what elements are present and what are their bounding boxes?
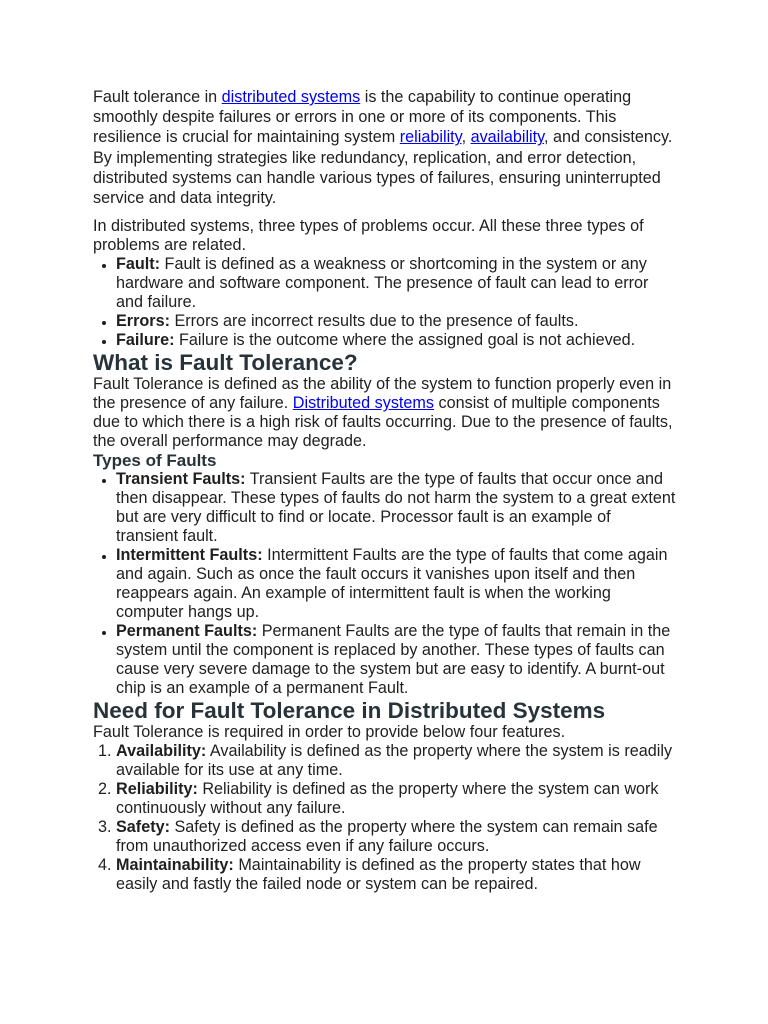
list-item-failure bbox=[116, 331, 677, 350]
intro-paragraph bbox=[93, 87, 677, 208]
list-item-desc: Errors are incorrect results due to the presence of faults. bbox=[169, 312, 579, 331]
list-item-desc: Safety is defined as the property where the system can remain safe from unauthorized access even if any failure occurs. bbox=[116, 818, 658, 856]
availability-link[interactable]: availability bbox=[470, 128, 545, 147]
intro-text-2: is the capability to continue operating smoothly despite failures or errors in one or more of its components. This resilience is crucial for maintaining system bbox=[93, 88, 632, 147]
problems-list bbox=[93, 255, 677, 350]
reliability-link[interactable]: reliability bbox=[399, 128, 462, 147]
intro-text-3: , bbox=[461, 128, 471, 147]
list-item-availability bbox=[116, 742, 677, 780]
what-text-2: consist of multiple components due to which there is a high risk of faults occurring. Due to the presence of faults, the overall performance may degrade. bbox=[93, 394, 673, 451]
list-item-term: Permanent Faults: bbox=[116, 622, 258, 641]
list-item-desc: Maintainability is defined as the property states that how easily and fastly the failed node or system can be repaired. bbox=[116, 856, 641, 894]
list-item-term: Availability: bbox=[116, 742, 207, 761]
list-item-intermittent bbox=[116, 546, 677, 622]
list-item-desc: Fault is defined as a weakness or shortcoming in the system or any hardware and software component. The presence of fault can lead to error and failure. bbox=[116, 255, 649, 312]
list-item-desc: Failure is the outcome where the assigned goal is not achieved. bbox=[174, 331, 636, 350]
heading-types-of-faults: Types of Faults bbox=[93, 451, 217, 471]
intro-text-1: Fault tolerance in bbox=[93, 88, 222, 106]
list-item-permanent bbox=[116, 622, 677, 698]
list-item-fault bbox=[116, 255, 677, 312]
problems-paragraph: In distributed systems, three types of problems occur. All these three types of problems are related. bbox=[93, 217, 644, 255]
list-item-desc: Intermittent Faults are the type of faults that come again and again. Such as once the fault occurs it vanishes upon itself and then reappears again. An example of intermittent fault is when the working computer hangs up. bbox=[116, 546, 668, 622]
list-item-term: Transient Faults: bbox=[116, 470, 246, 489]
list-item-safety bbox=[116, 818, 677, 856]
list-item-term: Maintainability: bbox=[116, 856, 234, 875]
list-item-term: Safety: bbox=[116, 818, 170, 837]
list-item-desc: Transient Faults are the type of faults that occur once and then disappear. These types of faults do not harm the system to a great extent but are very difficult to find or locate. Processor fault is an example of transient fault. bbox=[116, 470, 676, 546]
list-item-desc: Reliability is defined as the property where the system can work continuously without any failure. bbox=[116, 780, 659, 818]
need-paragraph: Fault Tolerance is required in order to provide below four features. bbox=[93, 723, 566, 742]
distributed-systems-link[interactable]: distributed systems bbox=[221, 88, 361, 106]
list-item-desc: Permanent Faults are the type of faults that remain in the system until the component is replaced by another. These types of faults can cause very severe damage to the system but are easy to identify. A burnt-out chip is an example of a permanent Fault. bbox=[116, 622, 671, 698]
list-item-term: Fault: bbox=[116, 255, 161, 274]
what-paragraph bbox=[93, 375, 677, 451]
fault-types-list bbox=[93, 470, 677, 698]
list-item-reliability bbox=[116, 780, 677, 818]
list-item-transient bbox=[116, 470, 677, 546]
list-item-term: Intermittent Faults: bbox=[116, 546, 263, 565]
distributed-systems-link-2[interactable]: Distributed systems bbox=[292, 394, 435, 413]
list-item-maintainability bbox=[116, 856, 677, 894]
heading-what-is-fault-tolerance: What is Fault Tolerance? bbox=[93, 350, 358, 376]
list-item-term: Reliability: bbox=[116, 780, 198, 799]
article bbox=[93, 87, 677, 894]
list-item-desc: Availability is defined as the property where the system is readily available for its use at any time. bbox=[116, 742, 673, 780]
what-text-1: Fault Tolerance is defined as the ability of the system to function properly even in the presence of any failure. bbox=[93, 375, 672, 413]
list-item-errors bbox=[116, 312, 677, 331]
list-item-term: Failure: bbox=[116, 331, 175, 350]
list-item-term: Errors: bbox=[116, 312, 170, 331]
intro-text-4: , and consistency. By implementing strategies like redundancy, replication, and error detection, distributed systems can handle various types of failures, ensuring uninterrupted service and data integrity. bbox=[93, 128, 673, 208]
features-list bbox=[93, 742, 677, 894]
heading-need-for-fault-tolerance: Need for Fault Tolerance in Distributed Systems bbox=[93, 698, 606, 724]
